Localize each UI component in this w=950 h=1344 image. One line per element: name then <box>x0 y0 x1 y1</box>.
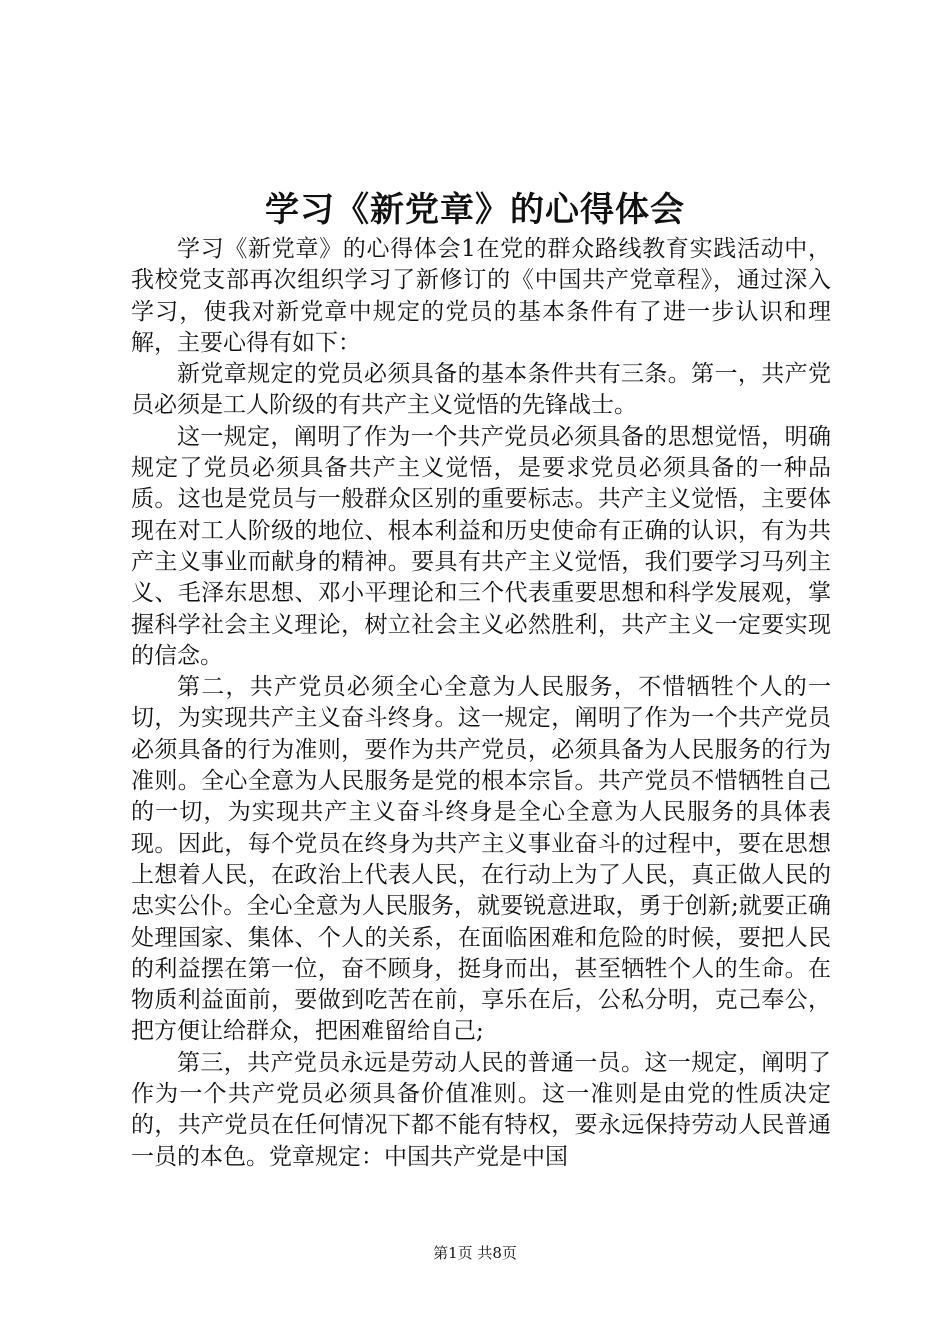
paragraph-first-explanation: 这一规定，阐明了作为一个共产党员必须具备的思想觉悟，明确规定了党员必须具备共产主义觉悟，是要求党员必须具备的一种品质。这也是党员与一般群众区别的重要标志。共产主义觉悟，主要体现在对工人阶级的地位、根本利益和历史使命有正确的认识，有为共产主义事业而献身的精神。要具有共产主义觉悟，我们要学习马列主义、毛泽东思想、邓小平理论和三个代表重要思想和科学发展观，掌握科学社会主义理论，树立社会主义必然胜利，共产主义一定要实现的信念。 <box>131 423 831 669</box>
paragraph-intro: 学习《新党章》的心得体会1在党的群众路线教育实践活动中，我校党支部再次组织学习了新修订的《中国共产党章程》，通过深入学习，使我对新党章中规定的党员的基本条件有了进一步认识和理解，主要心得有如下： <box>131 236 831 356</box>
paragraph-first-condition: 新党章规定的党员必须具备的基本条件共有三条。第一，共产党员必须是工人阶级的有共产主义觉悟的先锋战士。 <box>131 361 831 419</box>
document-body <box>131 234 831 1173</box>
paragraph-third-condition: 第三，共产党员永远是劳动人民的普通一员。这一规定，阐明了作为一个共产党员必须具备价值准则。这一准则是由党的性质决定的，共产党员在任何情况下都不能有特权，要永远保持劳动人民普通一员的本色。党章规定：中国共产党是中国 <box>131 1049 831 1170</box>
paragraph-second-condition: 第二，共产党员必须全心全意为人民服务，不惜牺牲个人的一切，为实现共产主义奋斗终身。这一规定，阐明了作为一个共产党员必须具备的行为准则，要作为共产党员，必须具备为人民服务的行为准则。全心全意为人民服务是党的根本宗旨。共产党员不惜牺牲自己的一切，为实现共产主义奋斗终身是全心全意为人民服务的具体表现。因此，每个党员在终身为共产主义事业奋斗的过程中，要在思想上想着人民，在政治上代表人民，在行动上为了人民，真正做人民的忠实公仆。全心全意为人民服务，就要锐意进取，勇于创新;就要正确处理国家、集体、个人的关系，在面临困难和危险的时候，要把人民的利益摆在第一位，奋不顾身，挺身而出，甚至牺牲个人的生命。在物质利益面前，要做到吃苦在前，享乐在后，公私分明，克己奉公，把方便让给群众，把困难留给自己; <box>131 674 831 1045</box>
document-title: 学习《新党章》的心得体会 <box>265 190 685 230</box>
page-footer: 第1页 共8页 <box>433 1244 517 1262</box>
